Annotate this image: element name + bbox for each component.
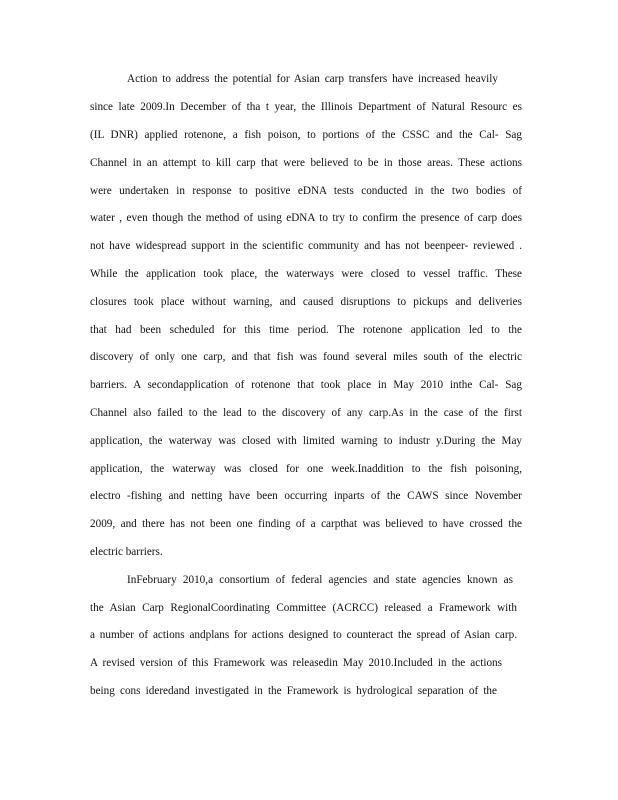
text-line: water , even though the method of using eDNA to try to confirm the presence of carp does	[90, 212, 522, 224]
text-line: not have widespread support in the scientific community and has not beenpeer- reviewed .	[90, 240, 522, 252]
text-line: barriers. A secondapplication of rotenone that took place in May 2010 inthe Cal- Sag	[90, 379, 522, 391]
text-line: InFebruary 2010,a consortium of federal agencies and state agencies known as	[127, 574, 513, 586]
text-line: (IL DNR) applied rotenone, a fish poison, to portions of the CSSC and the Cal- Sag	[90, 129, 522, 141]
text-line: electric barriers.	[90, 546, 163, 558]
text-line: While the application took place, the waterways were closed to vessel traffic. These	[90, 268, 522, 280]
text-line: the Asian Carp RegionalCoordinating Committee (ACRCC) released a Framework with	[90, 602, 517, 614]
text-line: that had been scheduled for this time period. The rotenone application led to the	[90, 324, 522, 336]
text-line: 2009, and there has not been one finding of a carpthat was believed to have crossed the	[90, 518, 522, 530]
text-line: electro -fishing and netting have been occurring inparts of the CAWS since November	[90, 490, 522, 502]
text-line: being cons ideredand investigated in the Framework is hydrological separation of the	[90, 685, 497, 697]
text-line: application, the waterway was closed for one week.Inaddition to the fish poisoning,	[90, 463, 522, 475]
text-line: discovery of only one carp, and that fish was found several miles south of the electric	[90, 351, 522, 363]
text-line: A revised version of this Framework was releasedin May 2010.Included in the actions	[90, 657, 502, 669]
text-line: application, the waterway was closed with limited warning to industr y.During the May	[90, 435, 522, 447]
text-line: Channel in an attempt to kill carp that were believed to be in those areas. These actions	[90, 157, 522, 169]
text-line: since late 2009.In December of tha t year, the Illinois Department of Natural Resourc es	[90, 101, 522, 113]
text-line: Channel also failed to the lead to the discovery of any carp.As in the case of the first	[90, 407, 522, 419]
text-line: were undertaken in response to positive eDNA tests conducted in the two bodies of	[90, 185, 522, 197]
text-line: a number of actions andplans for actions designed to counteract the spread of Asian carp.	[90, 629, 517, 641]
text-line: closures took place without warning, and caused disruptions to pickups and deliveries	[90, 296, 522, 308]
text-line: Action to address the potential for Asian carp transfers have increased heavily	[127, 73, 498, 85]
